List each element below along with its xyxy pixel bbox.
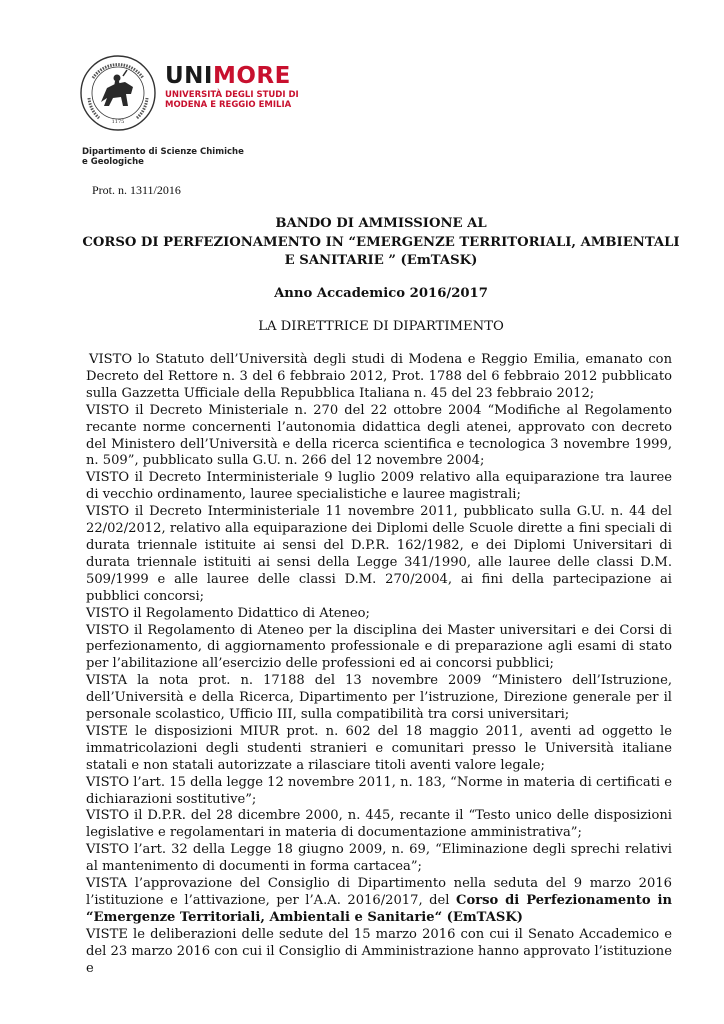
paragraph-deliberazioni: VISTE le deliberazioni delle sedute del 15 marzo 2016 con cui il Senato Accademico e del 23 marzo 2016 con cui il Consiglio di Amministrazione hanno approvato l’istituzione e <box>86 926 672 976</box>
paragraph-dm-270: VISTO il Decreto Ministeriale n. 270 del 22 ottobre 2004 “Modifiche al Regolamento recante norme concernenti l’autonomia didattica degli atenei, approvato con decreto del Ministero dell’Università e della ricerca scientifica e tecnologica 3 novembre 1999, n. 509”, pubblicato sulla G.U. n. 266 del 12 novembre 2004; <box>86 402 672 469</box>
paragraph-legge-183: VISTO l’art. 15 della legge 12 novembre 2011, n. 183, “Norme in materia di certificati e dichiarazioni sostitutive”; <box>86 774 672 807</box>
paragraph-dpr-445: VISTO il D.P.R. del 28 dicembre 2000, n. 445, recante il “Testo unico delle disposizioni legislative e regolamentari in materia di documentazione amministrativa”; <box>86 808 672 841</box>
department-line1: Dipartimento di Scienze Chimiche <box>82 147 244 157</box>
brand-uni: UNI <box>165 63 213 89</box>
academic-year: Anno Accademico 2016/2017 <box>274 286 488 301</box>
document-body <box>86 352 672 978</box>
director-heading: LA DIRETTRICE DI DIPARTIMENTO <box>258 319 504 334</box>
title-line3: E SANITARIE ” (EmTASK) <box>284 253 478 268</box>
title-line1: BANDO DI AMMISSIONE AL <box>275 216 487 231</box>
brand-more: MORE <box>212 63 291 89</box>
title-line2: CORSO DI PERFEZIONAMENTO IN “EMERGENZE TERRITORIALI, AMBIENTALI <box>82 234 680 250</box>
university-seal-logo <box>79 54 157 132</box>
paragraph-di-2011: VISTO il Decreto Interministeriale 11 novembre 2011, pubblicato sulla G.U. n. 44 del 22/02/2012, relativo alla equiparazione dei Diplomi delle Scuole dirette a fini speciali di durata triennale istituite ai sensi del D.P.R. 162/1982, e dei Diplomi Universitari di durata triennale istituiti ai sensi della Legge 341/1990, alle lauree delle classi D.M. 509/1999 e alle lauree delle classi D.M. 270/2004, ai fini della partecipazione ai pubblici concorsi; <box>86 504 672 604</box>
protocol-number: Prot. n. 1311/2016 <box>92 183 181 197</box>
university-name-line2: MODENA E REGGIO EMILIA <box>165 100 292 110</box>
paragraph-legge-69: VISTO l’art. 32 della Legge 18 giugno 2009, n. 69, “Eliminazione degli sprechi relativi al mantenimento di documenti in forma cartacea”; <box>86 842 672 875</box>
approvazione-text: VISTA l’approvazione del Consiglio di Dipartimento nella seduta del 9 marzo 2016 l’istituzione e l’attivazione, per l’A.A. 2016/2017, del <box>86 876 672 908</box>
document-title <box>60 215 702 271</box>
paragraph-nota-17188: VISTA la nota prot. n. 17188 del 13 novembre 2009 “Ministero dell’Istruzione, dell’Università e della Ricerca, Dipartimento per l’istruzione, Direzione generale per il personale scolastico, Ufficio III, sulla compatibilità tra corsi universitari; <box>86 673 672 723</box>
university-brand <box>165 64 299 110</box>
paragraph-miur-602: VISTE le disposizioni MIUR prot. n. 602 del 18 maggio 2011, aventi ad oggetto le immatricolazioni degli studenti stranieri e comunitari presso le Università italiane statali e non statali autorizzate a rilasciare titoli aventi valore legale; <box>86 723 672 773</box>
department-line2: e Geologiche <box>82 157 144 167</box>
university-name-line1: UNIVERSITÀ DEGLI STUDI DI <box>165 90 299 100</box>
department-name <box>82 147 244 167</box>
paragraph-approvazione <box>86 876 672 927</box>
brand-wordmark <box>165 64 299 88</box>
paragraph-regolamento-didattico: VISTO il Regolamento Didattico di Ateneo; <box>86 605 370 621</box>
paragraph-di-2009: VISTO il Decreto Interministeriale 9 luglio 2009 relativo alla equiparazione tra lauree di vecchio ordinamento, lauree specialistiche e lauree magistrali; <box>86 470 672 503</box>
paragraph-regolamento-master: VISTO il Regolamento di Ateneo per la disciplina dei Master universitari e dei Corsi di perfezionamento, di aggiornamento professionale e di preparazione agli esami di stato per l’abilitazione all’esercizio delle professioni ed ai concorsi pubblici; <box>86 622 672 672</box>
seal-year: 1175 <box>111 119 125 125</box>
course-name: Corso di Perfezionamento in “Emergenze Territoriali, Ambientali e Sanitarie“ (EmTASK) <box>86 893 672 925</box>
paragraph-statuto: VISTO lo Statuto dell’Università degli studi di Modena e Reggio Emilia, emanato con Decreto del Rettore n. 3 del 6 febbraio 2012, Prot. 1788 del 6 febbraio 2012 pubblicato sulla Gazzetta Ufficiale della Repubblica Italiana n. 45 del 23 febbraio 2012; <box>86 352 672 401</box>
